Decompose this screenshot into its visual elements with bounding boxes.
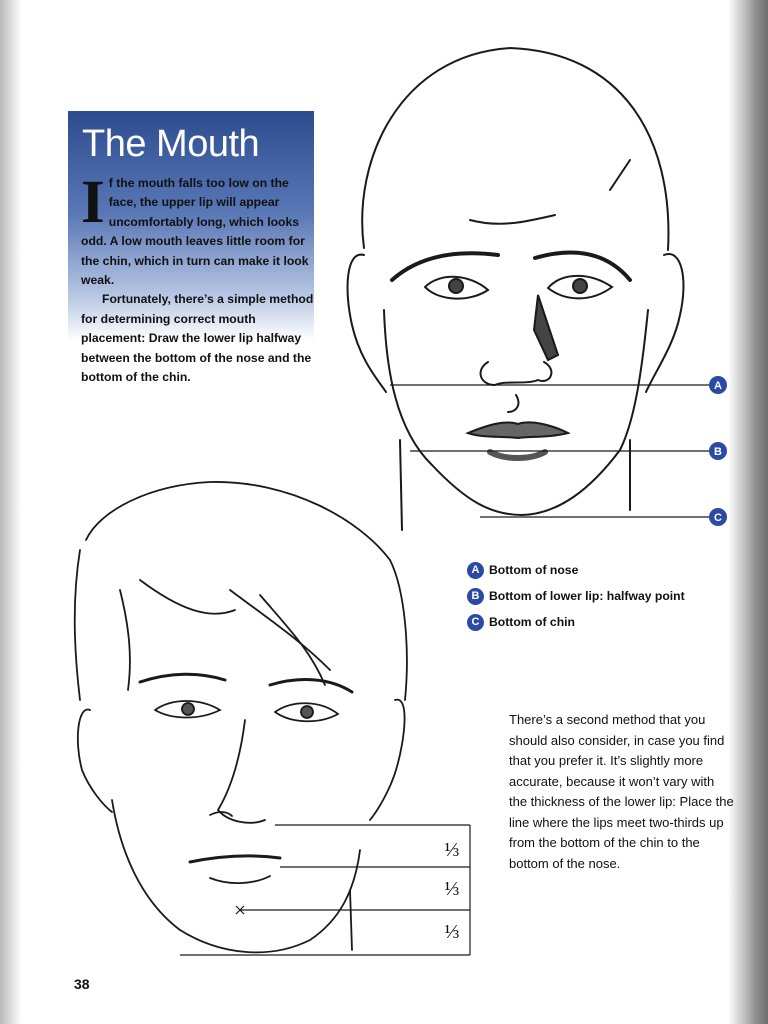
key-badge-a: A: [467, 562, 484, 579]
intro-text: [81, 169, 317, 387]
intro-paragraph-2: Fortunately, there’s a simple method for determining correct mouth placement: Draw the lower lip halfway between the bottom of the nose and the bottom of the chin.: [81, 292, 314, 385]
page-title: The Mouth: [82, 123, 260, 165]
page-number: 38: [74, 976, 90, 992]
svg-text:A: A: [714, 380, 722, 392]
key-label-a: Bottom of nose: [489, 563, 579, 577]
svg-text:C: C: [714, 512, 722, 524]
key-label-c: Bottom of chin: [489, 615, 575, 629]
key-item-c: [467, 612, 575, 632]
key-item-a: [467, 560, 578, 580]
svg-text:B: B: [714, 446, 722, 458]
third-label-2: ⅓: [444, 878, 460, 900]
key-label-b: Bottom of lower lip: halfway point: [489, 589, 685, 603]
page-gutter-left: [0, 0, 22, 1024]
key-item-b: [467, 586, 685, 606]
key-badge-c: C: [467, 614, 484, 631]
guide-badges: [709, 376, 727, 526]
intro-paragraph-1: f the mouth falls too low on the face, the upper lip will appear uncomfortably long, which looks odd. A low mouth leaves little room for the chin, which in turn can make it look weak.: [81, 176, 309, 288]
drop-cap: I: [81, 169, 105, 236]
front-face-drawing: [330, 40, 740, 540]
third-label-1: ⅓: [444, 839, 460, 861]
second-face-drawing: [60, 470, 480, 970]
key-badge-b: B: [467, 588, 484, 605]
body-text: There’s a second method that you should also consider, in case you find that you prefer it. It’s slightly more accurate, because it won’t vary with the thickness of the lower lip: Place the line where the lips meet two-thirds up from the bottom of the chin to the bottom of the nose.: [509, 712, 734, 871]
third-label-3: ⅓: [444, 921, 460, 943]
